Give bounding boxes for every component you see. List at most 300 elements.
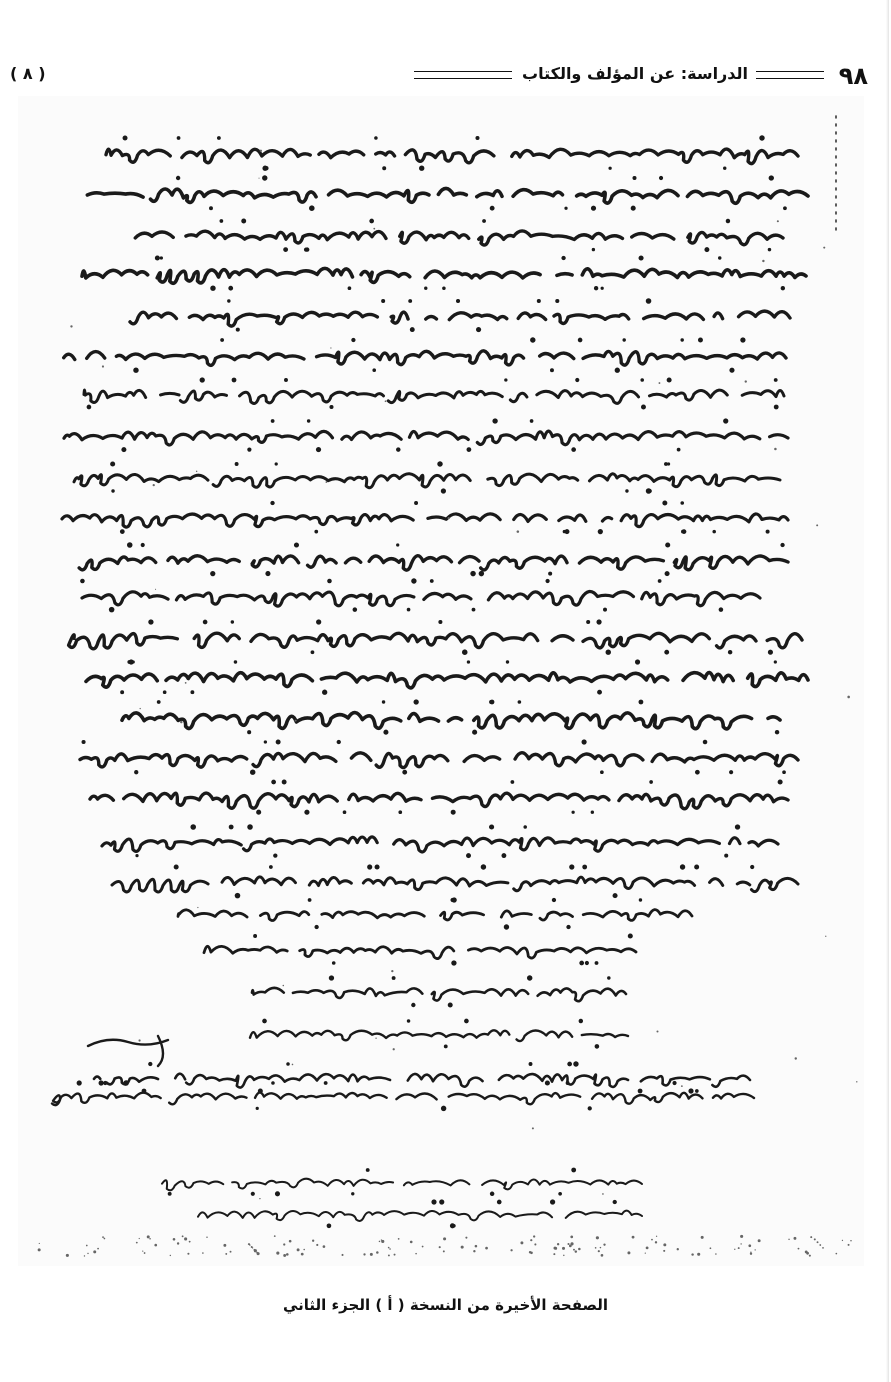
diacritic-dot xyxy=(327,1223,332,1228)
diacritic-dot xyxy=(332,961,336,965)
diacritic-dot xyxy=(451,960,456,965)
scan-speck xyxy=(697,1253,700,1256)
handwritten-line xyxy=(120,231,783,245)
diacritic-dot xyxy=(530,337,535,342)
scan-speck xyxy=(701,1236,704,1239)
scan-speck xyxy=(230,1251,232,1253)
diacritic-dot xyxy=(778,779,783,784)
diacritic-dot xyxy=(558,1192,562,1196)
diacritic-dot xyxy=(283,247,288,252)
diacritic-dot xyxy=(555,299,559,303)
diacritic-dot xyxy=(109,607,115,613)
diacritic-dot xyxy=(490,700,495,705)
scan-speck xyxy=(573,1249,575,1251)
scan-speck xyxy=(663,1243,666,1246)
diacritic-dot xyxy=(582,865,587,870)
scan-speck xyxy=(533,1235,535,1237)
scan-speck xyxy=(87,1253,88,1254)
scan-speck xyxy=(809,1255,811,1257)
diacritic-dot xyxy=(632,176,636,180)
scan-speck xyxy=(177,1242,179,1244)
scan-speck xyxy=(86,1245,88,1247)
diacritic-dot xyxy=(111,489,114,492)
diacritic-dot xyxy=(275,462,278,465)
diacritic-dot xyxy=(123,1080,129,1086)
page-number: ٩٨ xyxy=(838,62,868,90)
scan-speck xyxy=(391,970,393,972)
diacritic-dot xyxy=(613,893,618,898)
diacritic-dot xyxy=(220,219,224,223)
diacritic-dot xyxy=(552,898,556,902)
diacritic-dot xyxy=(586,620,590,624)
diacritic-dot xyxy=(80,579,85,584)
handwritten-line xyxy=(252,988,626,1001)
scan-speck xyxy=(70,325,72,327)
diacritic-dot xyxy=(286,1062,290,1066)
scan-speck xyxy=(557,1243,559,1245)
scan-speck xyxy=(140,708,141,709)
handwritten-line xyxy=(73,556,788,570)
scan-speck xyxy=(174,1239,175,1240)
handwritten-line xyxy=(90,793,788,809)
scan-speck xyxy=(663,1250,665,1252)
diacritic-dot xyxy=(677,448,681,452)
scan-edge-shadow xyxy=(886,0,889,1382)
diacritic-dot xyxy=(735,824,740,829)
manuscript-handwriting xyxy=(18,96,864,1266)
diacritic-dot xyxy=(329,975,334,980)
diacritic-dot xyxy=(477,328,481,332)
scan-speck xyxy=(389,1248,391,1250)
diacritic-dot xyxy=(698,338,703,343)
diacritic-dot xyxy=(740,337,745,342)
scan-speck xyxy=(223,1244,226,1247)
diacritic-dot xyxy=(284,378,288,382)
diacritic-dot xyxy=(575,378,579,382)
diacritic-dot xyxy=(723,166,726,169)
scan-speck xyxy=(517,530,520,533)
diacritic-dot xyxy=(639,700,644,705)
diacritic-dot xyxy=(262,166,267,171)
scan-speck xyxy=(595,1247,597,1249)
handwritten-line xyxy=(74,188,808,203)
diacritic-dot xyxy=(597,690,602,695)
diacritic-dot xyxy=(635,659,640,664)
diacritic-dot xyxy=(511,780,515,784)
scan-speck xyxy=(777,220,779,222)
diacritic-dot xyxy=(127,542,133,548)
diacritic-dot xyxy=(392,976,396,980)
diacritic-dot xyxy=(234,660,237,663)
diacritic-dot xyxy=(375,864,380,869)
scan-speck xyxy=(475,1245,478,1248)
diacritic-dot xyxy=(120,690,124,694)
diacritic-dot xyxy=(631,206,636,211)
scan-speck xyxy=(738,1247,740,1249)
scan-speck xyxy=(154,1244,157,1247)
diacritic-dot xyxy=(120,529,125,534)
scan-speck xyxy=(144,1252,146,1254)
scan-speck xyxy=(104,1238,106,1240)
diacritic-dot xyxy=(168,1192,172,1196)
scan-speck xyxy=(342,1254,344,1256)
diacritic-dot xyxy=(729,770,733,774)
diacritic-dot xyxy=(444,1044,448,1048)
diacritic-dot xyxy=(177,136,181,140)
scan-speck xyxy=(655,1241,657,1243)
diacritic-dot xyxy=(236,328,240,332)
diacritic-dot xyxy=(780,543,784,547)
diacritic-dot xyxy=(639,255,644,260)
scan-speck xyxy=(180,721,182,723)
diacritic-dot xyxy=(638,1089,643,1094)
diacritic-dot xyxy=(396,543,399,546)
diacritic-dot xyxy=(718,256,721,259)
diacritic-dot xyxy=(506,660,509,663)
diacritic-dot xyxy=(265,571,270,576)
scan-speck xyxy=(575,1250,577,1252)
diacritic-dot xyxy=(600,770,604,774)
handwritten-line xyxy=(250,1030,628,1041)
diacritic-dot xyxy=(314,530,318,534)
diacritic-dot xyxy=(641,405,646,410)
diacritic-dot xyxy=(132,660,135,663)
handwritten-line xyxy=(198,1211,642,1221)
scan-speck xyxy=(596,1236,599,1239)
scan-speck xyxy=(184,1237,187,1240)
scan-speck xyxy=(297,1248,300,1251)
handwritten-line xyxy=(53,351,786,366)
diacritic-dot xyxy=(316,619,321,624)
diacritic-dot xyxy=(680,338,683,341)
diacritic-dot xyxy=(148,1062,152,1066)
scan-speck xyxy=(381,1240,384,1243)
scan-speck xyxy=(84,1255,85,1256)
handwritten-line xyxy=(94,1074,750,1088)
handwritten-line xyxy=(130,311,790,326)
diacritic-dot xyxy=(343,810,347,814)
diacritic-dot xyxy=(625,489,628,492)
scan-speck xyxy=(155,589,156,590)
scan-speck xyxy=(197,907,198,908)
scan-speck xyxy=(762,260,764,262)
diacritic-dot xyxy=(472,730,477,735)
scan-speck xyxy=(788,1239,789,1240)
handwritten-line xyxy=(106,149,798,163)
scan-speck xyxy=(276,1252,279,1255)
scan-speck xyxy=(740,1235,743,1238)
scan-speck xyxy=(825,936,826,937)
diacritic-dot xyxy=(438,620,442,624)
scan-speck xyxy=(530,1239,532,1241)
diacritic-dot xyxy=(470,571,475,576)
diacritic-dot xyxy=(492,418,497,423)
scan-speck xyxy=(774,448,777,451)
diacritic-dot xyxy=(155,255,160,260)
diacritic-dot xyxy=(309,205,315,211)
diacritic-dot xyxy=(227,299,230,302)
diacritic-dot xyxy=(99,1080,104,1085)
diacritic-dot xyxy=(774,660,777,663)
diacritic-dot xyxy=(235,462,239,466)
scan-speck xyxy=(822,1247,824,1249)
scan-speck xyxy=(600,1247,601,1248)
scan-speck xyxy=(149,1238,151,1240)
diacritic-dot xyxy=(665,571,670,576)
scan-speck xyxy=(461,1246,464,1249)
diacritic-dot xyxy=(646,298,652,304)
diacritic-dot xyxy=(270,501,274,505)
scan-speck xyxy=(795,1057,797,1059)
scan-speck xyxy=(465,1237,467,1239)
diacritic-dot xyxy=(383,730,388,735)
diacritic-dot xyxy=(174,864,179,869)
diacritic-dot xyxy=(550,368,554,372)
scan-speck xyxy=(520,1241,523,1244)
diacritic-dot xyxy=(282,780,287,785)
diacritic-dot xyxy=(210,285,215,290)
diacritic-dot xyxy=(472,608,476,612)
scan-speck xyxy=(252,1247,253,1248)
diacritic-dot xyxy=(658,579,662,583)
scan-speck xyxy=(312,1240,314,1242)
diacritic-dot xyxy=(316,447,321,452)
diacritic-dot xyxy=(613,1200,617,1204)
scan-speck xyxy=(422,1246,424,1248)
diacritic-dot xyxy=(110,461,115,466)
scan-speck xyxy=(136,1242,138,1244)
scan-speck xyxy=(817,1241,819,1243)
diacritic-dot xyxy=(529,1062,533,1066)
scan-speck xyxy=(448,517,450,519)
diacritic-dot xyxy=(264,740,267,743)
scan-speck xyxy=(393,1048,395,1050)
diacritic-dot xyxy=(411,578,416,583)
diacritic-dot xyxy=(606,649,611,654)
diacritic-dot xyxy=(308,898,312,902)
diacritic-dot xyxy=(672,1081,676,1085)
scan-speck xyxy=(301,1253,304,1256)
diacritic-dot xyxy=(639,898,642,901)
scan-speck xyxy=(376,1251,379,1254)
diacritic-dot xyxy=(501,853,506,858)
scan-speck xyxy=(603,1244,605,1246)
scan-speck xyxy=(97,1248,99,1250)
diacritic-dot xyxy=(781,286,785,290)
scan-speck xyxy=(257,1252,260,1255)
diacritic-dot xyxy=(766,530,770,534)
scan-speck xyxy=(170,1255,171,1256)
scan-speck xyxy=(187,1253,189,1255)
diacritic-dot xyxy=(518,700,522,704)
running-head: الدراسة: عن المؤلف والكتاب xyxy=(522,64,748,83)
diacritic-dot xyxy=(411,1003,415,1007)
scan-speck xyxy=(473,1250,475,1252)
scan-speck xyxy=(691,1253,693,1255)
diacritic-dot xyxy=(262,175,267,180)
scan-speck xyxy=(323,1245,326,1248)
handwritten-line xyxy=(112,877,798,892)
diacritic-dot xyxy=(220,338,224,342)
scan-speck xyxy=(286,1253,289,1256)
scan-speck xyxy=(370,1253,373,1256)
handwritten-line xyxy=(52,1092,754,1105)
scan-speck xyxy=(710,1247,712,1249)
diacritic-dot xyxy=(571,811,574,814)
diacritic-dot xyxy=(665,542,670,547)
diacritic-dot xyxy=(305,247,309,251)
diacritic-dot xyxy=(329,405,333,409)
diacritic-dot xyxy=(337,740,341,744)
diacritic-dot xyxy=(322,690,327,695)
scan-speck xyxy=(677,1248,679,1250)
diacritic-dot xyxy=(448,1003,453,1008)
scan-speck xyxy=(816,524,818,526)
diacritic-dot xyxy=(451,810,456,815)
diacritic-dot xyxy=(251,1192,255,1196)
scan-speck xyxy=(602,1254,603,1255)
diacritic-dot xyxy=(209,206,213,210)
scan-speck xyxy=(823,247,825,249)
scan-speck xyxy=(295,720,297,722)
diacritic-dot xyxy=(628,933,633,938)
diacritic-dot xyxy=(569,864,574,869)
scan-speck xyxy=(758,1239,761,1242)
diacritic-dot xyxy=(200,377,205,382)
diacritic-dot xyxy=(231,620,234,623)
diacritic-dot xyxy=(550,1199,555,1204)
diacritic-dot xyxy=(441,1106,446,1111)
figure-caption: الصفحة الأخيرة من النسخة ( أ ) الجزء الثاني xyxy=(282,1296,609,1314)
diacritic-dot xyxy=(424,287,427,290)
diacritic-dot xyxy=(607,976,610,979)
diacritic-dot xyxy=(366,1168,370,1172)
scan-speck xyxy=(102,1236,104,1238)
scan-speck xyxy=(485,1247,488,1250)
scan-speck xyxy=(189,1241,191,1243)
diacritic-dot xyxy=(497,1200,502,1205)
diacritic-dot xyxy=(441,488,446,493)
scan-speck xyxy=(848,1244,850,1246)
scan-speck xyxy=(330,347,331,348)
diacritic-dot xyxy=(410,327,415,332)
diacritic-dot xyxy=(523,825,527,829)
scan-speck xyxy=(632,1236,635,1239)
scan-speck xyxy=(375,1037,376,1038)
diacritic-dot xyxy=(324,1081,328,1085)
scan-speck xyxy=(316,1244,318,1246)
diacritic-dot xyxy=(351,338,355,342)
diacritic-dot xyxy=(680,864,685,869)
diacritic-dot xyxy=(768,650,773,655)
scan-speck xyxy=(570,1236,573,1239)
diacritic-dot xyxy=(407,1019,410,1022)
diacritic-dot xyxy=(369,219,374,224)
diacritic-dot xyxy=(588,1106,592,1110)
diacritic-dot xyxy=(537,299,541,303)
diacritic-dot xyxy=(601,287,604,290)
diacritic-dot xyxy=(545,1080,550,1085)
diacritic-dot xyxy=(724,854,728,858)
scan-speck xyxy=(740,1243,741,1244)
diacritic-dot xyxy=(595,1044,600,1049)
scan-speck xyxy=(206,1237,207,1238)
page-header xyxy=(10,62,868,92)
diacritic-dot xyxy=(176,176,180,180)
scan-speck xyxy=(326,481,328,483)
scan-speck xyxy=(385,400,387,402)
handwritten-line xyxy=(64,431,788,445)
diacritic-dot xyxy=(314,925,318,929)
scan-speck xyxy=(283,1254,286,1257)
diacritic-dot xyxy=(275,1191,280,1196)
scan-speck xyxy=(443,1237,446,1240)
diacritic-dot xyxy=(241,219,246,224)
scan-speck xyxy=(530,1252,533,1255)
diacritic-dot xyxy=(489,824,494,829)
diacritic-dot xyxy=(719,607,724,612)
diacritic-dot xyxy=(695,770,700,775)
diacritic-dot xyxy=(134,770,138,774)
diacritic-dot xyxy=(726,219,730,223)
diacritic-dot xyxy=(682,529,687,534)
scan-speck xyxy=(196,471,197,472)
diacritic-dot xyxy=(561,256,565,260)
diacritic-dot xyxy=(374,136,378,140)
handwritten-line xyxy=(84,390,784,403)
scan-speck xyxy=(283,1243,285,1245)
handwritten-line xyxy=(122,713,780,729)
diacritic-dot xyxy=(667,462,670,465)
scan-speck xyxy=(142,1251,143,1252)
scan-speck xyxy=(681,1085,683,1087)
diacritic-dot xyxy=(582,739,587,744)
diacritic-dot xyxy=(456,299,460,303)
diacritic-dot xyxy=(768,248,771,251)
scan-speck xyxy=(755,1249,756,1250)
scan-speck xyxy=(363,1253,365,1255)
diacritic-dot xyxy=(574,1062,578,1066)
scan-speck xyxy=(578,1248,581,1251)
diacritic-dot xyxy=(262,1019,267,1024)
scan-speck xyxy=(260,150,262,152)
diacritic-dot xyxy=(135,854,138,857)
handwritten-line xyxy=(178,910,692,921)
diacritic-dot xyxy=(123,136,128,141)
diacritic-dot xyxy=(431,1199,436,1204)
diacritic-dot xyxy=(250,769,255,774)
scan-speck xyxy=(102,365,104,367)
scan-speck xyxy=(562,1247,565,1250)
handwritten-line xyxy=(80,753,798,768)
diacritic-dot xyxy=(307,419,310,422)
diacritic-dot xyxy=(157,700,161,704)
handwritten-line xyxy=(74,474,780,488)
handwritten-line xyxy=(86,673,808,688)
scan-speck xyxy=(303,1249,305,1251)
diacritic-dot xyxy=(294,542,299,547)
scan-speck xyxy=(570,1242,573,1245)
diacritic-dot xyxy=(595,961,599,965)
scan-speck xyxy=(283,985,285,987)
diacritic-dot xyxy=(481,864,486,869)
diacritic-dot xyxy=(688,1088,693,1093)
diacritic-dot xyxy=(667,377,672,382)
diacritic-dot xyxy=(770,176,774,180)
diacritic-dot xyxy=(381,299,385,303)
diacritic-dot xyxy=(141,543,145,547)
diacritic-dot xyxy=(304,810,309,815)
